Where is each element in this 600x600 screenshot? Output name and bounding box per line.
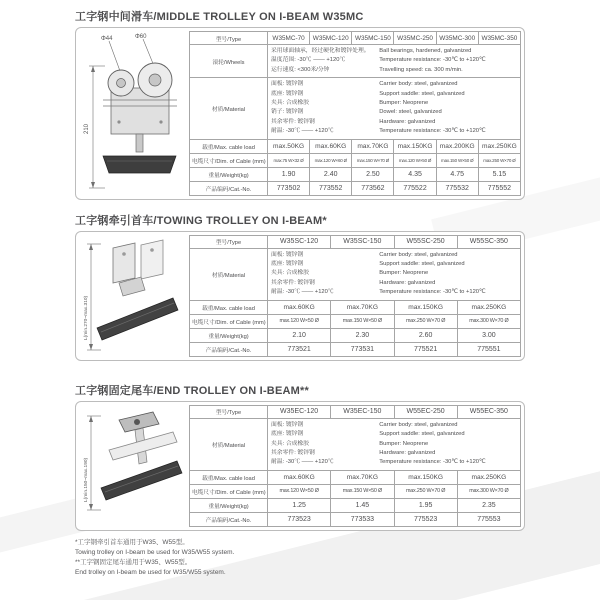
spec-text-en: Support saddle: steel, galvanized (379, 90, 465, 97)
spec-line (271, 118, 517, 127)
spec-cell (268, 418, 521, 470)
value-cell: max.60KG (268, 300, 331, 314)
towing-trolley-table-area (189, 234, 521, 358)
spec-text-en: Dowel: steel, galvanized (379, 109, 442, 116)
end-trolley-spec-table (189, 405, 521, 527)
dim-label-length: L(min.270~max.310) (84, 295, 89, 340)
value-cell: 775551 (457, 342, 520, 356)
model-header: W55SC-350 (457, 235, 520, 248)
spec-text-cn: 采用球面轴承，经过硬化和镀锌处理。 (271, 48, 370, 54)
spec-text-en: Temperature resistance: -30℃ to +120℃ (379, 459, 486, 466)
value-cell: max.150KG (394, 470, 457, 484)
footnotes (75, 538, 525, 578)
value-cell: max.250 W×70 Ø (394, 484, 457, 498)
spec-text-en: Ball bearings, hardened, galvanized (379, 48, 472, 54)
value-cell: 2.40 (310, 167, 352, 181)
spec-line (271, 430, 517, 439)
spec-text-cn: 其余零件: 镀锌钢 (271, 118, 315, 125)
model-header: W55SC-250 (394, 235, 457, 248)
value-cell: max.50KG (268, 139, 310, 153)
value-cell: max.150KG (394, 300, 457, 314)
spec-text-cn: 耐温: -30℃ —— +120℃ (271, 128, 334, 135)
value-cell: 3.00 (457, 328, 520, 342)
spec-text-en: Carrier body: steel, galvanized (379, 251, 458, 258)
spec-line (271, 449, 517, 458)
towing-trolley-illustration (79, 234, 189, 358)
dim-label-height: 210 (84, 123, 90, 134)
value-cell: 775552 (478, 181, 520, 195)
spec-text-en: Support saddle: steel, galvanized (379, 261, 465, 268)
section-title-middle-trolley: 工字钢中间滑车/MIDDLE TROLLEY ON I-BEAM W35MC (75, 11, 364, 23)
spec-text-cn: 其余零件: 镀锌钢 (271, 449, 315, 456)
value-cell: 4.35 (394, 167, 436, 181)
value-cell: 775532 (436, 181, 478, 195)
value-cell: 773523 (268, 512, 331, 526)
spec-row-label: 材质/Material (190, 248, 268, 300)
footnote-line: End trolley on I-beam be used for W35/W55 system. (75, 568, 226, 576)
value-cell: 4.75 (436, 167, 478, 181)
spec-text-cn: 销子: 镀锌钢 (271, 109, 304, 116)
spec-text-cn: 底座: 镀锌钢 (271, 431, 304, 438)
value-cell: 2.35 (457, 498, 520, 512)
section-title-towing-trolley: 工字钢牵引首车/TOWING TROLLEY ON I-BEAM* (75, 214, 327, 227)
value-cell: 1.25 (268, 498, 331, 512)
spec-line (271, 66, 517, 75)
spec-cell (268, 248, 521, 300)
spec-line (271, 56, 517, 65)
spec-line (271, 458, 517, 467)
data-row-label: 产品编码/Cat.-No. (190, 512, 268, 526)
value-cell: 2.10 (268, 328, 331, 342)
value-cell: max.120 W×50 Ø (394, 153, 436, 167)
spec-text-en: Travelling speed: ca. 300 m/min. (379, 66, 463, 73)
spec-text-cn: 其余零件: 镀锌钢 (271, 279, 315, 286)
value-cell: 775522 (394, 181, 436, 195)
value-cell: max.120 W×50 Ø (268, 484, 331, 498)
value-cell: max.120 W×50 Ø (268, 314, 331, 328)
dim-label-length: L(min.150~max.190) (84, 457, 89, 502)
spec-text-cn: 面板: 镀锌钢 (271, 251, 304, 258)
model-header: W35MC-70 (268, 32, 310, 45)
value-cell: 773552 (310, 181, 352, 195)
model-header: W35MC-350 (478, 32, 520, 45)
footnote-line: **工字钢固定尾车通用于W35、W55型。 (75, 558, 192, 566)
value-cell: 775523 (394, 512, 457, 526)
spec-line (271, 251, 517, 260)
section-title-end-trolley: 工字钢固定尾车/END TROLLEY ON I-BEAM** (75, 384, 309, 397)
model-header: W35EC-120 (268, 405, 331, 418)
value-cell: max.70KG (331, 300, 394, 314)
spec-line (271, 288, 517, 297)
towing-trolley-spec-table (189, 235, 521, 357)
value-cell: 2.60 (394, 328, 457, 342)
value-cell: max.250KG (457, 300, 520, 314)
model-header: W35EC-150 (331, 405, 394, 418)
dim-label-wheel-large: Φ60 (135, 34, 147, 40)
spec-line (271, 260, 517, 269)
value-cell: max.150 W×50 Ø (331, 314, 394, 328)
spec-text-cn: 运行速度: <300米/分钟 (271, 66, 330, 73)
spec-text-en: Support saddle: steel, galvanized (379, 431, 465, 438)
spec-text-en: Temperature resistance: -30℃ to +120℃ (379, 289, 486, 296)
spec-line (271, 269, 517, 278)
spec-text-cn: 面板: 镀锌钢 (271, 421, 304, 428)
spec-text-cn: 底座: 镀锌钢 (271, 261, 304, 268)
model-header: W55EC-350 (457, 405, 520, 418)
value-cell: 1.95 (394, 498, 457, 512)
end-trolley-illustration (79, 404, 189, 518)
model-header: W35SC-150 (331, 235, 394, 248)
middle-trolley-spec-table (189, 31, 521, 196)
value-cell: 773521 (268, 342, 331, 356)
spec-cell (268, 78, 521, 139)
spec-text-en: Bumper: Neoprene (379, 100, 429, 107)
value-cell: max.250KG (478, 139, 520, 153)
spec-text-en: Carrier body: steel, galvanized (379, 81, 458, 88)
value-cell: max.150 W×50 Ø (331, 484, 394, 498)
data-row-label: 电缆尺寸/Dim. of Cable (mm) (190, 153, 268, 167)
spec-line (271, 108, 517, 117)
data-row-label: 产品编码/Cat.-No. (190, 342, 268, 356)
data-row-label: 电缆尺寸/Dim. of Cable (mm) (190, 484, 268, 498)
model-header: W35MC-150 (352, 32, 394, 45)
value-cell: max.75 W×32 Ø (268, 153, 310, 167)
spec-text-cn: 面板: 镀锌钢 (271, 81, 304, 88)
model-header: W35MC-250 (394, 32, 436, 45)
model-header: W55EC-250 (394, 405, 457, 418)
value-cell: 2.30 (331, 328, 394, 342)
model-header: W35MC-300 (436, 32, 478, 45)
value-cell: 773533 (331, 512, 394, 526)
data-row-label: 载重/Max. cable load (190, 139, 268, 153)
spec-row-label: 滚轮/Wheels (190, 45, 268, 78)
spec-text-en: Temperature resistance: -30℃ to +120℃ (379, 57, 486, 64)
data-row-label: 重量/Weight(kg) (190, 498, 268, 512)
spec-text-en: Bumper: Neoprene (379, 270, 429, 277)
data-row-label: 电缆尺寸/Dim. of Cable (mm) (190, 314, 268, 328)
value-cell: max.120 W×60 Ø (310, 153, 352, 167)
type-label: 型号/Type (190, 235, 268, 248)
data-row-label: 产品编码/Cat.-No. (190, 181, 268, 195)
value-cell: max.250 W×70 Ø (478, 153, 520, 167)
spec-row-label: 材质/Material (190, 78, 268, 139)
spec-text-en: Hardware: galvanized (379, 118, 436, 125)
value-cell: 775521 (394, 342, 457, 356)
value-cell: max.70KG (331, 470, 394, 484)
spec-text-cn: 夹具: 合成橡胶 (271, 270, 310, 277)
spec-line (271, 279, 517, 288)
value-cell: max.250KG (457, 470, 520, 484)
data-row-label: 重量/Weight(kg) (190, 328, 268, 342)
middle-trolley-table-area (189, 30, 521, 197)
spec-row-label: 材质/Material (190, 418, 268, 470)
model-header: W35MC-120 (310, 32, 352, 45)
model-header: W35SC-120 (268, 235, 331, 248)
footnote-line: *工字钢牵引首车通用于W35、W55型。 (75, 538, 189, 546)
spec-line (271, 90, 517, 99)
spec-text-en: Temperature resistance: -30℃ to +120℃ (379, 128, 486, 135)
end-trolley-table-area (189, 404, 521, 528)
value-cell: max.150 W×70 Ø (352, 153, 394, 167)
spec-line (271, 440, 517, 449)
value-cell: max.300 W×70 Ø (457, 484, 520, 498)
spec-text-cn: 底座: 镀锌钢 (271, 90, 304, 97)
spec-line (271, 47, 517, 56)
value-cell: 2.50 (352, 167, 394, 181)
end-trolley-drawing (79, 404, 189, 528)
end-trolley-panel (75, 401, 525, 531)
spec-text-cn: 夹具: 合成橡胶 (271, 100, 310, 107)
spec-line (271, 127, 517, 136)
value-cell: 773531 (331, 342, 394, 356)
value-cell: max.60KG (310, 139, 352, 153)
value-cell: max.60KG (268, 470, 331, 484)
spec-text-cn: 耐温: -30℃ —— +120℃ (271, 459, 334, 466)
spec-line (271, 80, 517, 89)
value-cell: max.150KG (394, 139, 436, 153)
spec-text-cn: 耐温: -30℃ —— +120℃ (271, 289, 334, 296)
middle-trolley-panel (75, 27, 525, 200)
spec-cell (268, 45, 521, 78)
dim-label-wheel-small: Φ44 (101, 36, 113, 42)
value-cell: 775553 (457, 512, 520, 526)
middle-trolley-drawing (79, 30, 189, 197)
value-cell: 5.15 (478, 167, 520, 181)
spec-text-cn: 温度范围: -30℃ —— +120℃ (271, 57, 346, 64)
value-cell: max.200KG (436, 139, 478, 153)
value-cell: max.300 W×70 Ø (457, 314, 520, 328)
value-cell: 1.90 (268, 167, 310, 181)
spec-line (271, 421, 517, 430)
spec-line (271, 99, 517, 108)
data-row-label: 载重/Max. cable load (190, 470, 268, 484)
value-cell: 773502 (268, 181, 310, 195)
data-row-label: 载重/Max. cable load (190, 300, 268, 314)
towing-trolley-panel (75, 231, 525, 361)
data-row-label: 重量/Weight(kg) (190, 167, 268, 181)
value-cell: 1.45 (331, 498, 394, 512)
footnote-line: Towing trolley on I-beam be used for W35/W55 system. (75, 548, 235, 556)
middle-trolley-front-view-illustration (79, 30, 189, 196)
value-cell: max.70KG (352, 139, 394, 153)
value-cell: max.150 W×50 Ø (436, 153, 478, 167)
value-cell: 773562 (352, 181, 394, 195)
type-label: 型号/Type (190, 32, 268, 45)
spec-text-en: Hardware: galvanized (379, 279, 436, 286)
value-cell: max.250 W×70 Ø (394, 314, 457, 328)
spec-text-en: Hardware: galvanized (379, 449, 436, 456)
spec-text-cn: 夹具: 合成橡胶 (271, 440, 310, 447)
spec-text-en: Carrier body: steel, galvanized (379, 421, 458, 428)
towing-trolley-drawing (79, 234, 189, 358)
type-label: 型号/Type (190, 405, 268, 418)
spec-text-en: Bumper: Neoprene (379, 440, 429, 447)
